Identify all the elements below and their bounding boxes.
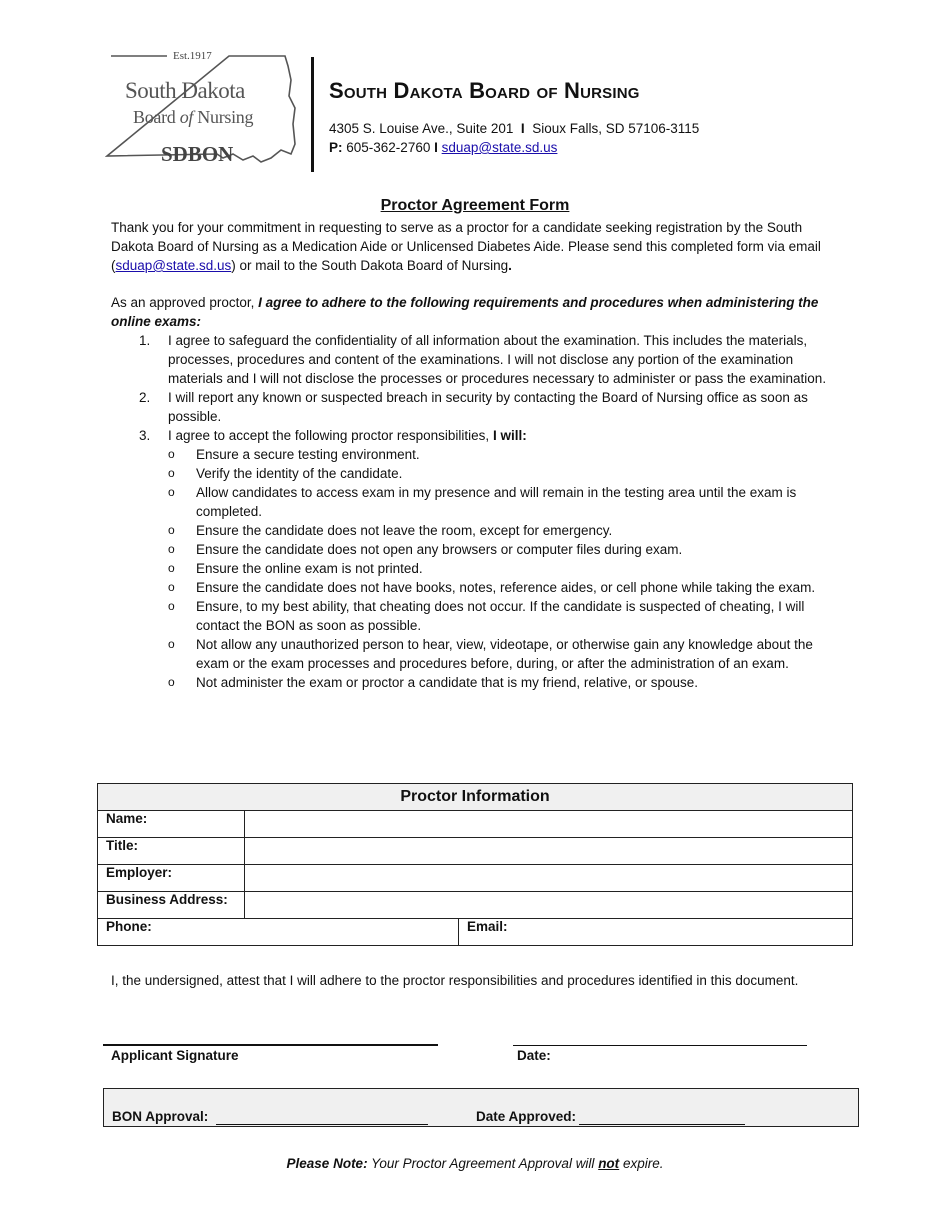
intro-paragraph: Thank you for your commitment in requesting to serve as a proctor for a candidate seeking registration by the South Dakota Board of Nursing as a Medication Aide or Unlicensed Diabetes Aide. Please send this completed form via email (sduap@state.sd.us) or mail to the South Dakota Board of Nursing. — [111, 220, 821, 273]
title-label: Title: — [98, 838, 245, 865]
logo-line2: Board of Nursing — [133, 107, 254, 127]
phone-field[interactable] — [98, 919, 459, 946]
separator: I — [520, 121, 525, 136]
bon-approval-box — [103, 1088, 859, 1127]
name-field[interactable] — [245, 811, 853, 838]
responsibility-item: o Ensure the online exam is not printed. — [168, 561, 423, 576]
logo-est: Est.1917 — [173, 50, 212, 62]
requirement-item: 3. I agree to accept the following proctor responsibilities, I will: — [139, 428, 527, 443]
responsibility-item: o Ensure the candidate does not have books, notes, reference aides, or cell phone while taking the exam. — [168, 580, 816, 595]
phone-label: P: — [329, 140, 343, 155]
org-address-line — [329, 119, 699, 138]
bullet-icon: o — [168, 466, 175, 480]
bullet-icon: o — [168, 561, 175, 575]
proctor-info-heading: Proctor Information — [98, 784, 853, 811]
responsibility-item: o Ensure the candidate does not leave the room, except for emergency. — [168, 523, 613, 538]
city-address: Sioux Falls, SD 57106-3115 — [532, 121, 700, 136]
employer-field[interactable] — [245, 865, 853, 892]
employer-label: Employer: — [98, 865, 245, 892]
logo-abbr: SDBON — [161, 142, 234, 166]
header-email-link[interactable]: sduap@state.sd.us — [441, 140, 558, 155]
bullet-icon: o — [168, 580, 175, 594]
business-address-field[interactable] — [245, 892, 853, 919]
org-phone-line — [329, 138, 699, 157]
applicant-signature-label: Applicant Signature — [111, 1048, 239, 1063]
bullet-icon: o — [168, 599, 175, 613]
bon-approval-label: BON Approval: — [112, 1109, 209, 1124]
expiry-note: Please Note: Your Proctor Agreement Approval will not expire. — [286, 1156, 664, 1171]
intro-email-link[interactable]: sduap@state.sd.us — [115, 258, 232, 273]
org-contact — [329, 119, 699, 157]
agreement-lead: As an approved proctor, I agree to adhere to the following requirements and procedures when administering the online exams: — [111, 295, 819, 329]
org-name: South Dakota Board of Nursing — [329, 78, 640, 103]
responsibility-item: o Allow candidates to access exam in my presence and will remain in the testing area until the exam is completed. — [168, 485, 797, 519]
date-label: Date: — [517, 1048, 551, 1063]
attestation-text: I, the undersigned, attest that I will adhere to the proctor responsibilities and procedures identified in this document. — [111, 973, 799, 988]
sdbon-logo — [105, 50, 297, 172]
phone-field-label: Phone: — [106, 919, 152, 934]
date-approved-line[interactable] — [579, 1124, 745, 1125]
responsibility-item: o Ensure, to my best ability, that cheating does not occur. If the candidate is suspected of cheating, I will contact the BON as soon as possible. — [168, 599, 805, 633]
responsibility-item: o Ensure the candidate does not open any browsers or computer files during exam. — [168, 542, 683, 557]
responsibility-item: o Not allow any unauthorized person to hear, view, videotape, or otherwise gain any knowledge about the exam or the exam processes and procedures before, during, or after the administration of an exam. — [168, 637, 813, 671]
date-line[interactable] — [513, 1045, 807, 1046]
separator: I — [434, 140, 438, 155]
applicant-signature-line[interactable] — [103, 1044, 438, 1046]
bullet-icon: o — [168, 637, 175, 651]
phone-number: 605-362-2760 — [346, 140, 431, 155]
logo-line1: South Dakota — [125, 78, 245, 103]
requirement-item: 2. I will report any known or suspected breach in security by contacting the Board of Nursing office as soon as possible. — [139, 390, 808, 424]
email-field[interactable] — [459, 919, 853, 946]
bullet-icon: o — [168, 485, 175, 499]
responsibility-item: o Not administer the exam or proctor a candidate that is my friend, relative, or spouse. — [168, 675, 698, 690]
bullet-icon: o — [168, 675, 175, 689]
requirement-item: 1. I agree to safeguard the confidentiality of all information about the examination. This includes the materials, processes, procedures and content of the examinations. I will not disclose any portion of the examination materials and I will not disclose the processes or procedures necessary to administer or pass the examination. — [139, 333, 827, 386]
bullet-icon: o — [168, 523, 175, 537]
responsibility-item: o Ensure a secure testing environment. — [168, 447, 420, 462]
responsibility-item: o Verify the identity of the candidate. — [168, 466, 403, 481]
business-address-label: Business Address: — [98, 892, 245, 919]
bullet-icon: o — [168, 447, 175, 461]
name-label: Name: — [98, 811, 245, 838]
form-title: Proctor Agreement Form — [380, 197, 570, 214]
date-approved-label: Date Approved: — [476, 1109, 577, 1124]
header-divider — [311, 57, 314, 172]
bullet-icon: o — [168, 542, 175, 556]
title-field[interactable] — [245, 838, 853, 865]
email-field-label: Email: — [467, 919, 508, 934]
proctor-info-table — [97, 783, 853, 946]
bon-approval-line[interactable] — [216, 1124, 428, 1125]
requirements-list — [111, 331, 841, 692]
street-address: 4305 S. Louise Ave., Suite 201 — [329, 121, 514, 136]
